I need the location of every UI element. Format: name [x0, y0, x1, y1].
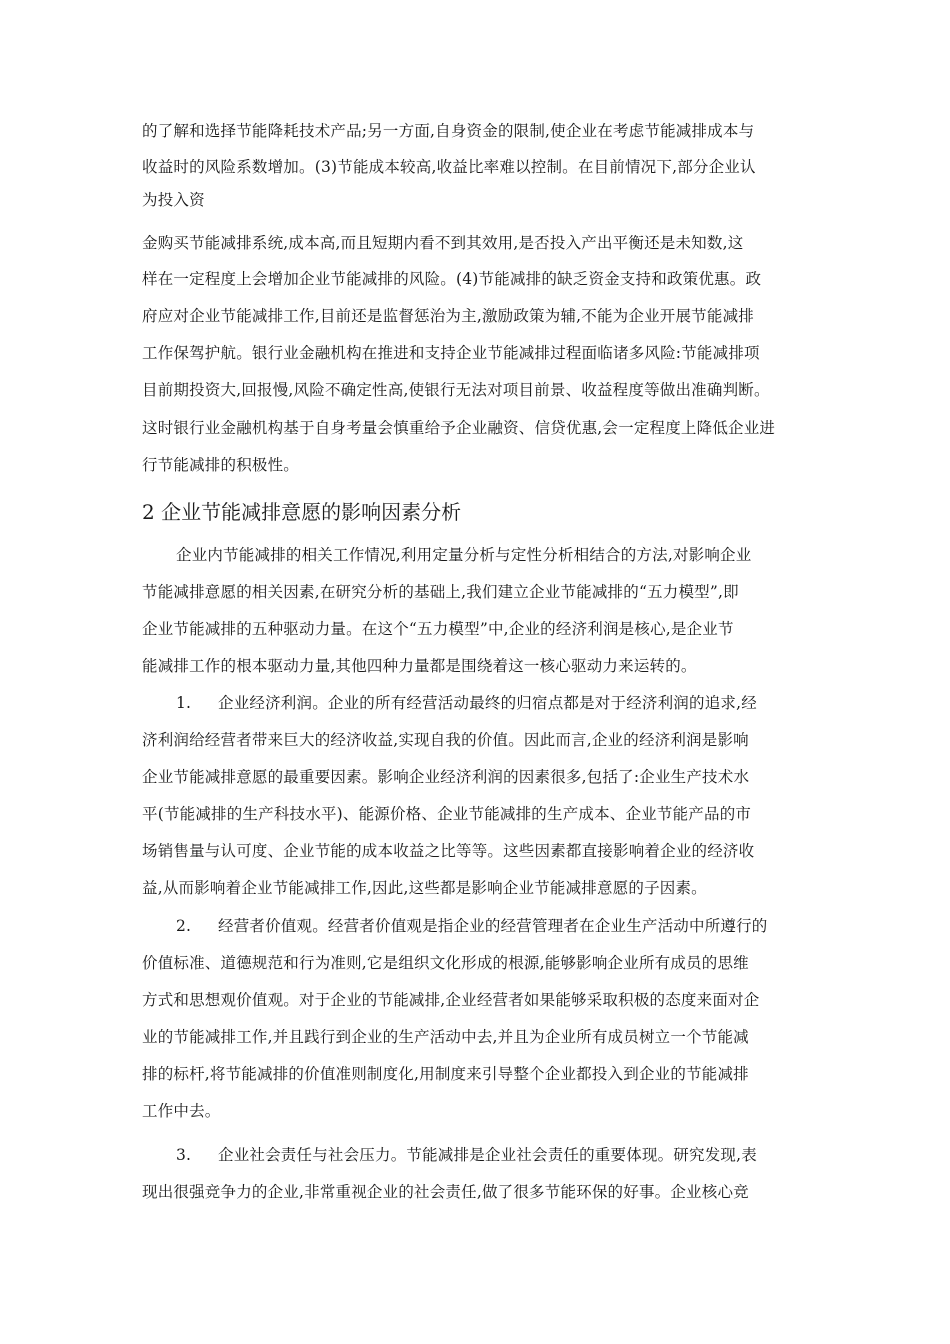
- text-line: 的了解和选择节能降耗技术产品;另一方面,自身资金的限制,使企业在考虑节能减排成本与: [142, 122, 755, 140]
- list-item-text: 企业经济利润。企业的所有经营活动最终的归宿点都是对于经济利润的追求,经: [218, 694, 757, 712]
- section-heading: 2 企业节能减排意愿的影响因素分析: [142, 500, 462, 524]
- list-number: 1.: [176, 694, 192, 712]
- list-item-3: [176, 1145, 757, 1165]
- text-line: 样在一定程度上会增加企业节能减排的风险。(4)节能减排的缺乏资金支持和政策优惠。政: [142, 270, 762, 288]
- text-line: 工作保驾护航。银行业金融机构在推进和支持企业节能减排过程面临诸多风险:节能减排项: [142, 344, 760, 362]
- list-number: 3.: [176, 1146, 192, 1164]
- text-line: 收益时的风险系数增加。(3)节能成本较高,收益比率难以控制。在目前情况下,部分企业认: [142, 158, 756, 176]
- list-item-text: 经营者价值观。经营者价值观是指企业的经营管理者在企业生产活动中所遵行的: [218, 917, 768, 935]
- text-line: 企业节能减排意愿的最重要因素。影响企业经济利润的因素很多,包括了:企业生产技术水: [142, 768, 750, 786]
- text-line: 现出很强竞争力的企业,非常重视企业的社会责任,做了很多节能环保的好事。企业核心竞: [142, 1183, 749, 1201]
- list-item-2: [176, 916, 768, 936]
- text-line: 济利润给经营者带来巨大的经济收益,实现自我的价值。因此而言,企业的经济利润是影响: [142, 731, 749, 749]
- list-number: 2.: [176, 917, 192, 935]
- text-line: 行节能减排的积极性。: [142, 456, 300, 474]
- text-line: 场销售量与认可度、企业节能的成本收益之比等等。这些因素都直接影响着企业的经济收: [142, 842, 755, 860]
- text-line: 企业节能减排的五种驱动力量。在这个“五力模型”中,企业的经济利润是核心,是企业节: [142, 620, 734, 638]
- list-item-1: [176, 693, 757, 713]
- text-line: 价值标准、道德规范和行为准则,它是组织文化形成的根源,能够影响企业所有成员的思维: [142, 954, 749, 972]
- text-line: 排的标杆,将节能减排的价值准则制度化,用制度来引导整个企业都投入到企业的节能减排: [142, 1065, 749, 1083]
- text-line: 方式和思想观价值观。对于企业的节能减排,企业经营者如果能够采取积极的态度来面对企: [142, 991, 760, 1009]
- text-line: 能减排工作的根本驱动力量,其他四种力量都是围绕着这一核心驱动力来运转的。: [142, 657, 697, 675]
- text-line: 平(节能减排的生产科技水平)、能源价格、企业节能减排的生产成本、企业节能产品的市: [142, 805, 752, 823]
- list-item-text: 企业社会责任与社会压力。节能减排是企业社会责任的重要体现。研究发现,表: [218, 1146, 757, 1164]
- text-line: 为投入资: [142, 191, 205, 209]
- text-line: 府应对企业节能减排工作,目前还是监督惩治为主,激励政策为辅,不能为企业开展节能减排: [142, 307, 754, 325]
- text-line: 益,从而影响着企业节能减排工作,因此,这些都是影响企业节能减排意愿的子因素。: [142, 879, 707, 897]
- text-line: 企业内节能减排的相关工作情况,利用定量分析与定性分析相结合的方法,对影响企业: [176, 546, 752, 564]
- text-line: 这时银行业金融机构基于自身考量会慎重给予企业融资、信贷优惠,会一定程度上降低企业进: [142, 419, 776, 437]
- text-line: 目前期投资大,回报慢,风险不确定性高,使银行无法对项目前景、收益程度等做出准确判断。: [142, 381, 770, 399]
- text-line: 工作中去。: [142, 1102, 221, 1120]
- text-line: 业的节能减排工作,并且践行到企业的生产活动中去,并且为企业所有成员树立一个节能减: [142, 1028, 749, 1046]
- text-line: 金购买节能减排系统,成本高,而且短期内看不到其效用,是否投入产出平衡还是未知数,这: [142, 234, 744, 252]
- text-line: 节能减排意愿的相关因素,在研究分析的基础上,我们建立企业节能减排的“五力模型”,即: [142, 583, 739, 601]
